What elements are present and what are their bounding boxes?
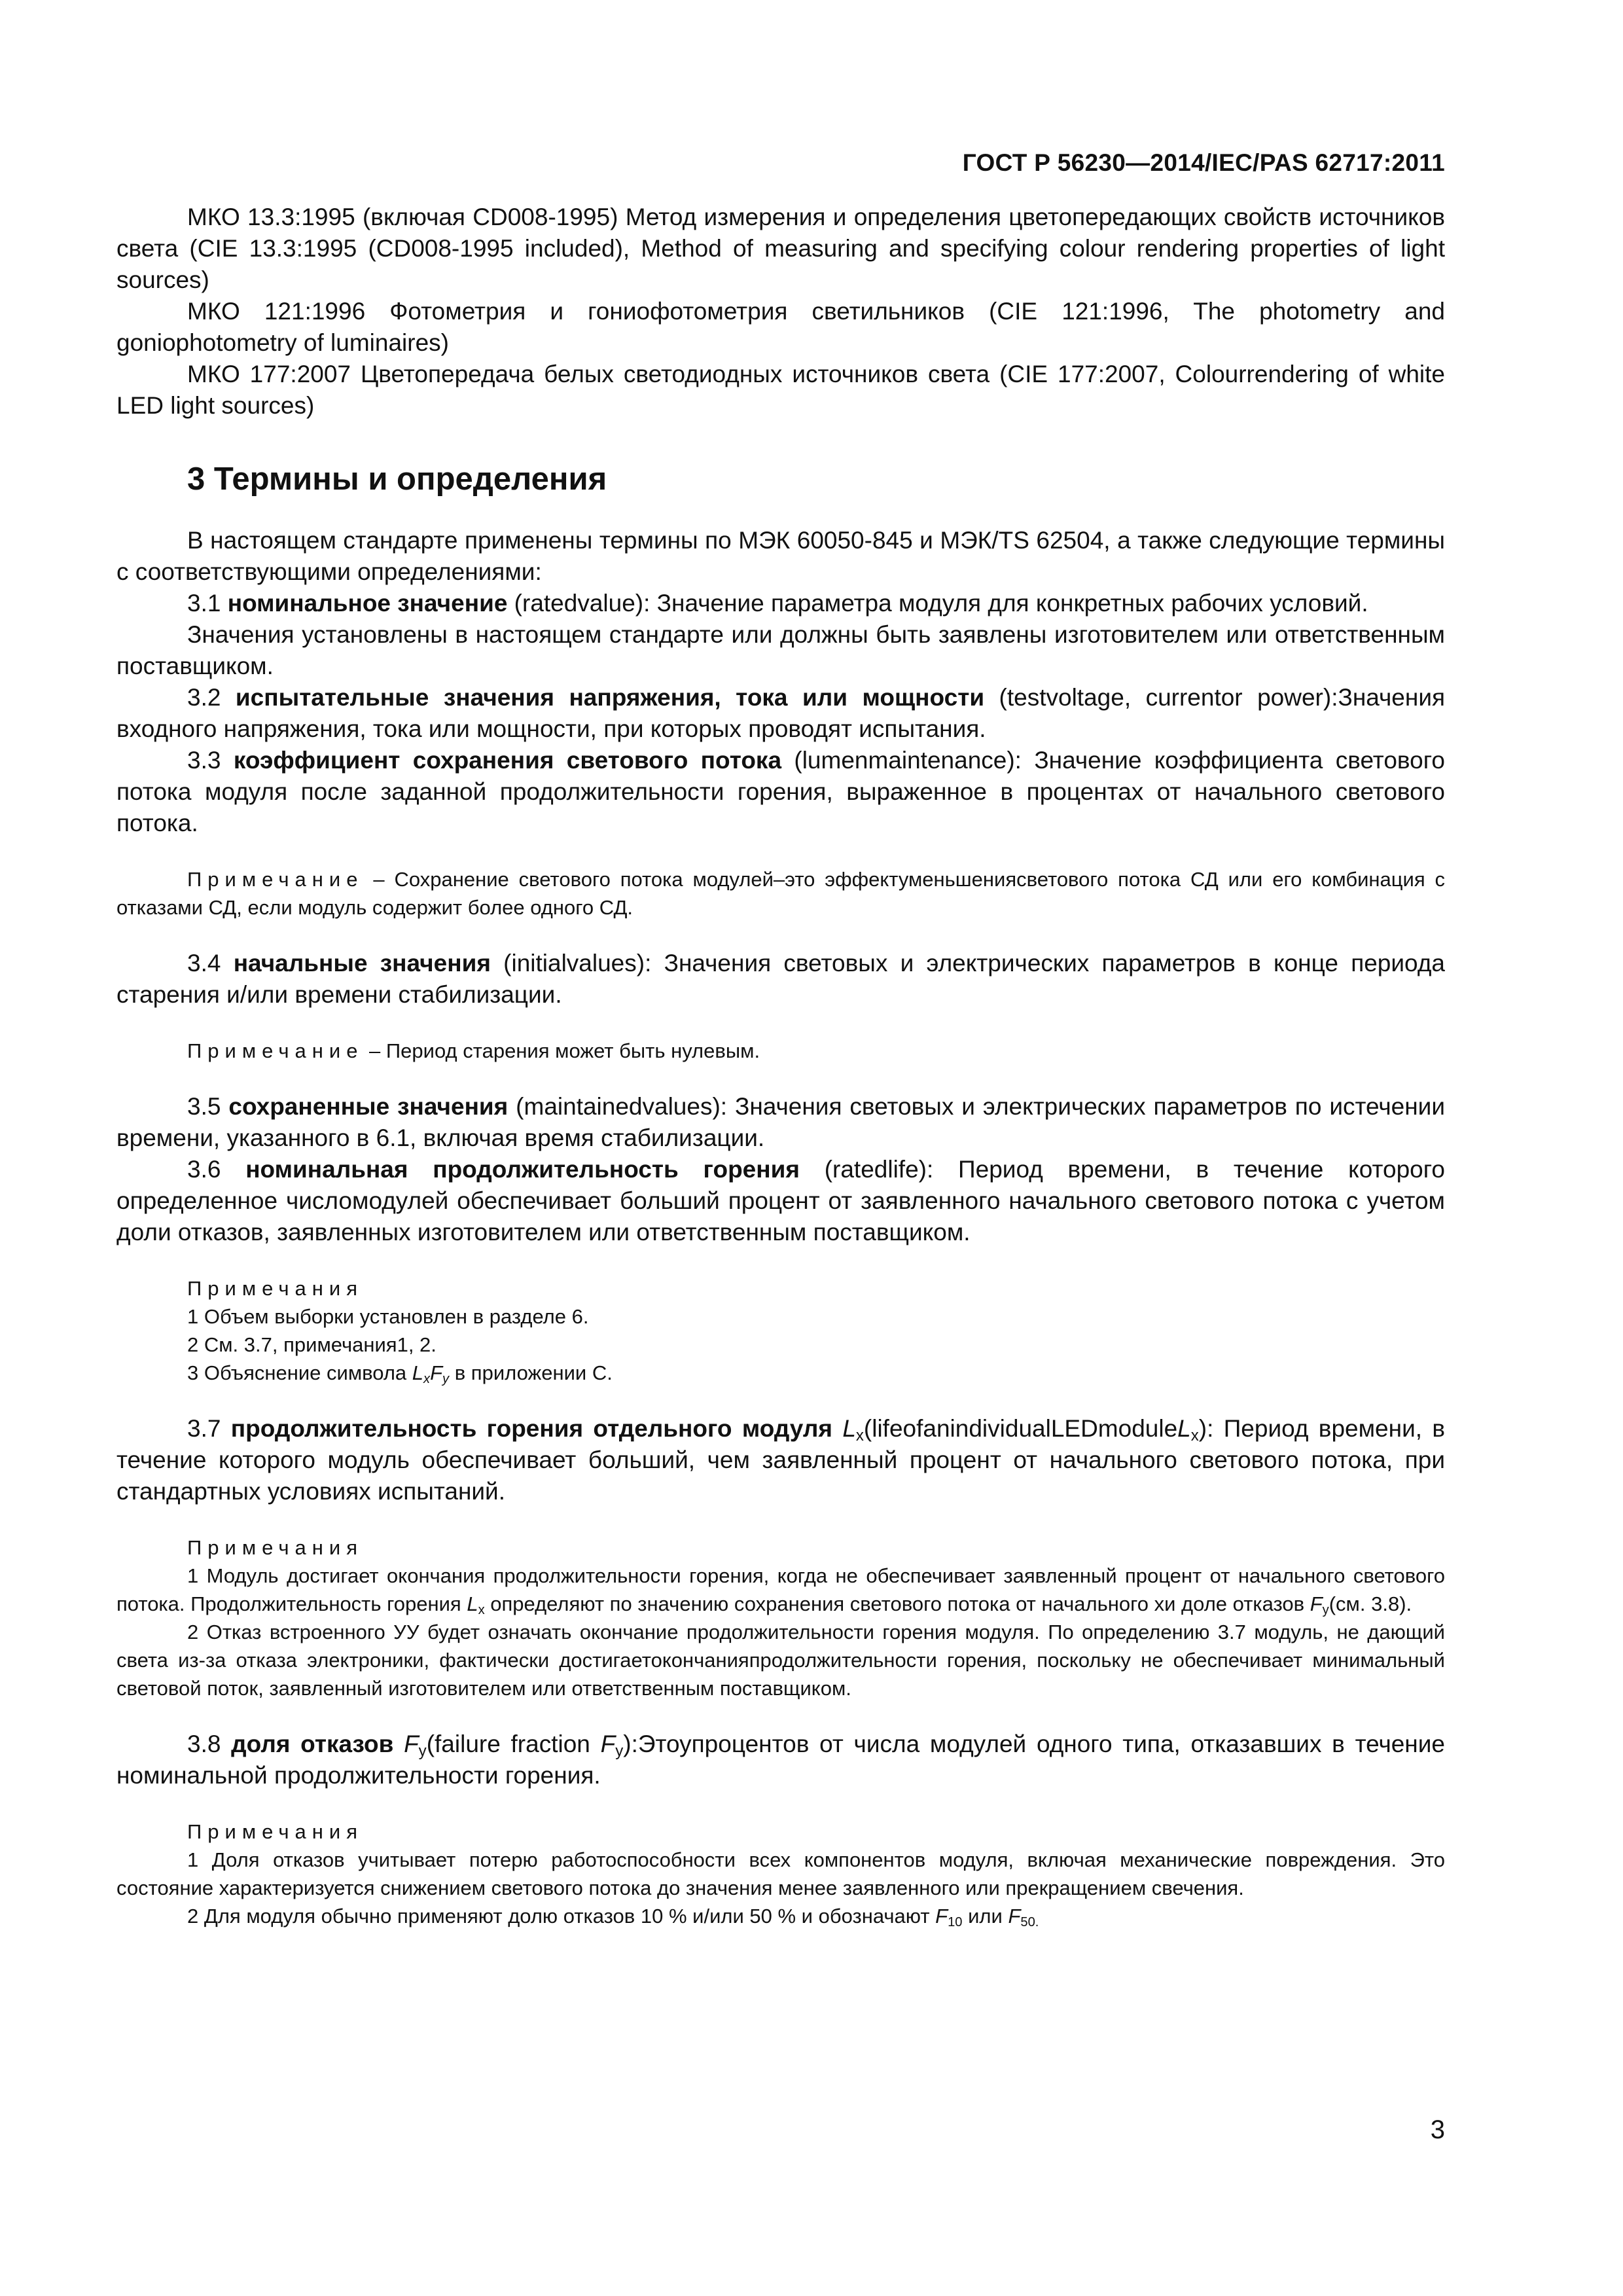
note-3-8-2: 2 Для модуля обычно применяют долю отказов 10 % и/или 50 % и обозначают $F_{10}$ или $F_{50.}$ [187, 1905, 1039, 1930]
term-definition: ):Этоупроцентов от числа модулей одного типа, отказавших в течение номинальной продолжительности горения. [116, 1731, 1445, 1789]
term-3-2 [116, 682, 1445, 745]
term-name: продолжительность горения отдельного модуля [230, 1415, 832, 1442]
term-definition: (ratedlife): Период времени, в течение которого определенное числомодулей обеспечивает больший процент от заявленного начального светового потока с учетом доли отказов, заявленных изготовителем или ответственным поставщиком. [116, 1156, 1446, 1246]
document-code-header: ГОСТ Р 56230—2014/IEC/PAS 62717:2011 [962, 149, 1445, 176]
term-3-4 [116, 948, 1445, 1011]
term-number: 3.6 [187, 1156, 221, 1183]
term-name: сохраненные значения [228, 1093, 508, 1120]
symbol-lx: L [842, 1415, 856, 1442]
term-number: 3.3 [187, 747, 221, 774]
term-3-8: 3.8 доля отказов $F_y(failure$ fraction $F_y):Этоупроцентов$ от числа модулей одного типа, отказавших в течение номинальной продолжительности горения. [116, 1731, 1445, 1789]
term-definition: (initialvalues): Значения световых и электрических параметров в конце периода старения и/или времени стабилизации. [116, 950, 1445, 1008]
term-3-3 [116, 745, 1445, 839]
note-3-8-1: 1 Доля отказов учитывает потерю работоспособности всех компонентов модуля, включая механические повреждения. Это состояние характеризуется снижением светового потока до значения менее заявленного или прекращением свечения. [116, 1848, 1445, 1899]
term-3-6 [116, 1154, 1445, 1248]
note-3-4 [116, 1037, 1445, 1065]
section-intro: В настоящем стандарте применены термины по МЭК 60050-845 и МЭК/TS 62504, а также следующие термины с соответствующими определениями: [116, 527, 1445, 585]
notes-3-7-label: Примечания [187, 1536, 363, 1559]
reference-cie-121: МКО 121:1996 Фотометрия и гониофотометрия светильников (CIE 121:1996, The photometry and goniophotometry of luminaires) [116, 298, 1445, 356]
reference-cie-177: МКО 177:2007 Цветопередача белых светодиодных источников света (CIE 177:2007, Colourrendering of white LED light sources) [116, 361, 1445, 419]
note-3-7-2: 2 Отказ встроенного УУ будет означать окончание продолжительности горения модуля. По определению 3.7 модуль, не дающий света из-за отказа электроники, фактически достигаетокончанияпродолжительности горения, поскольку не обеспечивает минимальный световой поток, заявленный изготовителем или ответственным поставщиком. [116, 1621, 1445, 1700]
term-number: 3.1 [187, 590, 221, 617]
term-3-1 [116, 588, 1445, 619]
term-name: коэффициент сохранения светового потока [233, 747, 782, 774]
term-3-7: 3.7 продолжительность горения отдельного модуля $L_x(lifeofanindividualLEDmoduleL_x)$: Период времени, в течение которого модуль обеспечивает больший, чем заявленный процент от начального светового потока, при стандартных условиях испытаний. [116, 1415, 1446, 1505]
term-number: 3.2 [187, 684, 221, 711]
note-3-6-2: 2 См. 3.7, примечания1, 2. [187, 1333, 437, 1356]
term-name: номинальное значение [227, 590, 508, 617]
term-number: 3.7 [187, 1415, 221, 1442]
notes-3-6-label: Примечания [187, 1277, 363, 1300]
note-3-7-1: 1 Модуль достигает окончания продолжительности горения, когда не обеспечивает заявленный процент от начального светового потока. Продолжительность горения $L_x$ определяют по значению сохранения светового потока от начального хи доле отказов $F_y(см$. 3.8). [116, 1564, 1445, 1618]
note-3-6-1: 1 Объем выборки установлен в разделе 6. [187, 1305, 589, 1328]
note-label: Примечание [187, 1039, 364, 1062]
note-3-3 [116, 865, 1445, 922]
term-number: 3.4 [187, 950, 221, 977]
note-label: Примечание [187, 868, 364, 891]
symbol-lxfy: $L_xF_y$ [412, 1361, 450, 1387]
term-name: испытательные значения напряжения, тока или мощности [235, 684, 985, 711]
section-heading: 3 Термины и определения [187, 461, 607, 497]
term-definition: (ratedvalue): Значение параметра модуля для конкретных рабочих условий. [507, 590, 1368, 617]
reference-cie-13-3: МКО 13.3:1995 (включая CD008-1995) Метод измерения и определения цветопередающих свойств источников света (CIE 13.3:1995 (CD008-1995 included), Method of measuring and specifying colour rendering properties of light sources) [116, 204, 1445, 293]
term-number: 3.8 [187, 1731, 221, 1757]
notes-3-8-label: Примечания [187, 1820, 363, 1843]
term-definition: (lumenmaintenance): Значение коэффициента светового потока модуля после заданной продолжительности горения, выраженное в процентах от начального светового потока. [116, 747, 1445, 836]
term-definition: (testvoltage, currentor power):Значения входного напряжения, тока или мощности, при которых проводят испытания. [116, 684, 1446, 742]
document-body [116, 202, 1445, 1930]
term-3-5 [116, 1091, 1445, 1154]
page-number: 3 [1430, 2115, 1445, 2144]
term-3-1-paragraph-2: Значения установлены в настоящем стандарте или должны быть заявлены изготовителем или ответственным поставщиком. [116, 621, 1445, 679]
term-definition: (maintainedvalues): Значения световых и электрических параметров по истечении времени, указанного в 6.1, включая время стабилизации. [116, 1093, 1445, 1151]
term-name: номинальная продолжительность горения [245, 1156, 800, 1183]
note-text: – Период старения может быть нулевым. [363, 1039, 760, 1062]
note-text: – Сохранение светового потока модулей–это эффектуменьшениясветового потока СД или его комбинация с отказами СД, если модуль содержит более одного СД. [116, 868, 1445, 919]
term-name: начальные значения [233, 950, 491, 977]
term-number: 3.5 [187, 1093, 221, 1120]
note-3-6-3: 3 Объяснение символа $L_xF_y$ в приложении С. [187, 1361, 613, 1387]
term-definition: ): Период времени, в течение которого модуль обеспечивает больший, чем заявленный процент от начального светового потока, при стандартных условиях испытаний. [116, 1415, 1446, 1505]
term-name: доля отказов [231, 1731, 394, 1757]
